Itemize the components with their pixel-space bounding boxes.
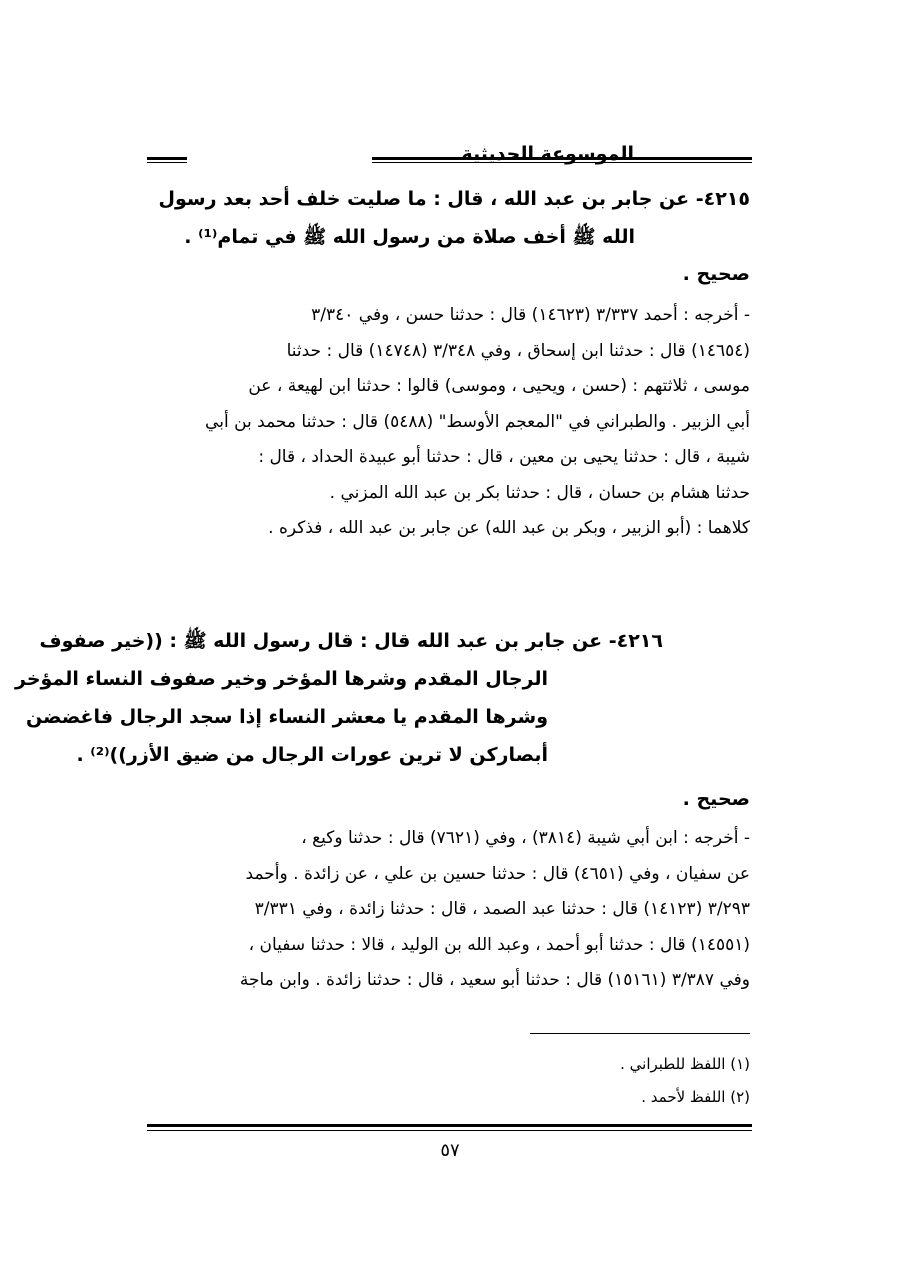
hadith-line: أبصاركن لا ترين عورات الرجال من ضيق الأزر))⁽²⁾ . [76,744,548,766]
takhrij-line: عن سفيان ، وفي (٤٦٥١) قال : حدثنا حسين بن علي ، عن زائدة . وأحمد [245,863,750,884]
takhrij-line: أبي الزبير . والطبراني في "المعجم الأوسط" (٥٤٨٨) قال : حدثنا محمد بن أبي [205,411,750,432]
page-number: ٥٧ [440,1140,460,1161]
takhrij-line: ٣/٢٩٣ (١٤١٢٣) قال : حدثنا عبد الصمد ، قال : حدثنا زائدة ، وفي ٣/٣٣١ [254,899,750,919]
hadith-4216-takhrij [148,821,750,999]
takhrij-line: كلاهما : (أبو الزبير ، وبكر بن عبد الله) عن جابر بن عبد الله ، فذكره . [268,518,750,538]
hadith-4215-text [148,180,750,256]
footnote-1: (١) اللفظ للطبراني . [620,1055,750,1073]
footnote-2: (٢) اللفظ لأحمد . [641,1088,750,1106]
takhrij-line: شيبة ، قال : حدثنا يحيى بن معين ، قال : حدثنا أبو عبيدة الحداد ، قال : [258,447,750,467]
hadith-line: وشرها المقدم يا معشر النساء إذا سجد الرجال فاغضضن [26,706,548,728]
takhrij-line: وفي ٣/٣٨٧ (١٥١٦١) قال : حدثنا أبو سعيد ، قال : حدثنا زائدة . وابن ماجة [239,970,750,990]
footer-rule [147,1124,752,1131]
hadith-4216-grade: صحيح . [682,788,750,810]
hadith-4215-takhrij [148,298,750,547]
hadith-line: ٤٢١٦- عن جابر بن عبد الله قال : قال رسول الله ﷺ : ((خير صفوف [39,630,663,652]
takhrij-line: حدثنا هشام بن حسان ، قال : حدثنا بكر بن عبد الله المزني . [329,482,750,503]
takhrij-line: (١٤٦٥٤) قال : حدثنا ابن إسحاق ، وفي ٣/٣٤٨ (١٤٧٤٨) قال : حدثنا [286,340,750,361]
hadith-line: الرجال المقدم وشرها المؤخر وخير صفوف النساء المؤخر [15,668,548,690]
book-title: الموسوعة الحديثية [461,143,634,165]
header-rule-right [372,157,752,163]
hadith-line: الله ﷺ أخف صلاة من رسول الله ﷺ في تمام⁽¹⁾ . [184,226,635,248]
footnote-separator [530,1033,750,1034]
takhrij-line: موسى ، ثلاثتهم : (حسن ، ويحيى ، وموسى) قالوا : حدثنا ابن لهيعة ، عن [248,376,750,396]
hadith-4215-grade: صحيح . [682,263,750,285]
page-header [147,140,752,170]
hadith-4216-text [15,622,663,774]
takhrij-line: - أخرجه : أحمد ٣/٣٣٧ (١٤٦٢٣) قال : حدثنا حسن ، وفي ٣/٣٤٠ [311,305,750,325]
takhrij-line: - أخرجه : ابن أبي شيبة (٣٨١٤) ، وفي (٧٦٢١) قال : حدثنا وكيع ، [301,828,750,848]
header-rule-left [147,157,187,163]
hadith-line: ٤٢١٥- عن جابر بن عبد الله ، قال : ما صليت خلف أحد بعد رسول [158,188,750,210]
takhrij-line: (١٤٥٥١) قال : حدثنا أبو أحمد ، وعبد الله بن الوليد ، قالا : حدثنا سفيان ، [248,934,750,955]
